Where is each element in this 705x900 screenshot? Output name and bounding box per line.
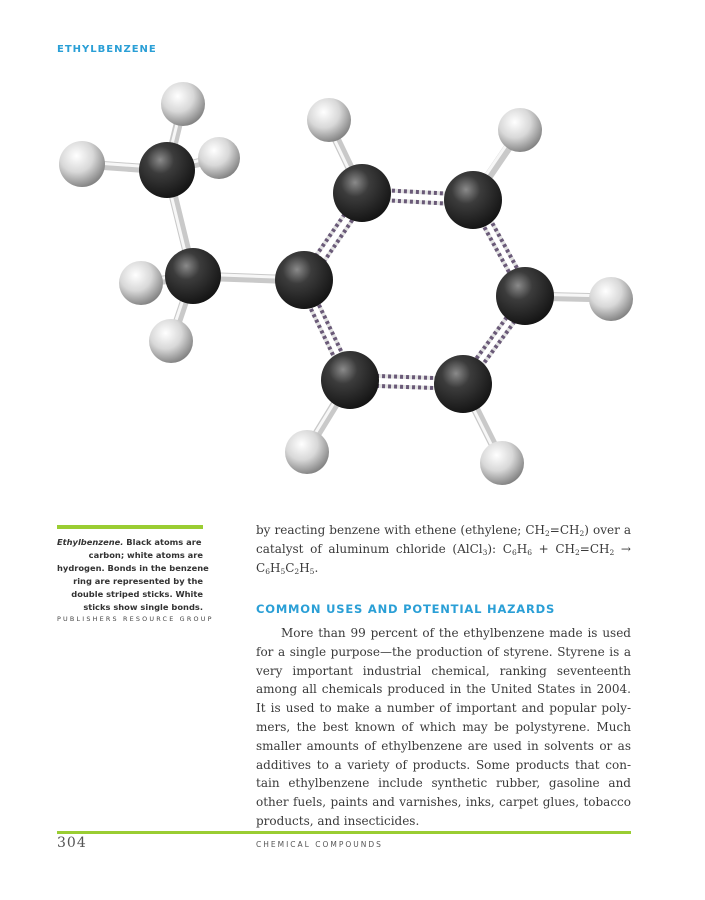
text-line: products, and insecticides. (256, 813, 420, 828)
text-line: tain ethylbenzene include synthetic rubber, gasoline and (256, 776, 631, 791)
text-line: smaller amounts of ethylbenzene are used in solvents or as (256, 738, 631, 753)
caption-line: double striped sticks. White (71, 589, 203, 599)
caption-line: sticks show single bonds. (83, 602, 203, 612)
footer-rule (57, 831, 631, 834)
photo-credit: PUBLISHERS RESOURCE GROUP (57, 615, 214, 623)
text-line: for a single purpose—the production of styrene. Styrene is a (256, 644, 631, 659)
caption-line: ring are represented by the (73, 576, 203, 586)
text-line: $C_6H_5C_2H_5$. (256, 560, 319, 576)
text-line: It is used to make a number of important and popular poly- (256, 701, 631, 716)
text-line: other fuels, paints and varnishes, inks, carpet glues, tobacco (256, 795, 631, 810)
running-head: ETHYLBENZENE (57, 44, 157, 55)
carbon-atoms (139, 142, 554, 413)
page-number: 304 (57, 835, 87, 851)
body-paragraph-2 (256, 624, 631, 831)
ethylbenzene-molecule-figure (0, 60, 705, 500)
text-line: by reacting benzene with ethene (ethylene; $CH_2=CH_2$) over a (256, 523, 631, 538)
molecule-model (0, 60, 705, 500)
figure-caption (57, 536, 209, 614)
text-line: catalyst of aluminum chloride (AlCl$_3$): $C_6H_6 + CH_2=CH_2$ → (256, 541, 631, 557)
text-line: among all chemicals produced in the United States in 2004. (256, 682, 631, 697)
caption-line: carbon; white atoms are (88, 550, 203, 560)
section-heading: COMMON USES AND POTENTIAL HAZARDS (256, 602, 556, 616)
text-line: very important industrial chemical, ranking seventeenth (256, 663, 631, 678)
text-line: additives to a variety of products. Some products that con- (256, 757, 631, 772)
text-line: More than 99 percent of the ethylbenzene made is used (281, 626, 631, 640)
text-line: mers, the best known of which may be polystyrene. Much (256, 719, 631, 734)
caption-rule (57, 525, 203, 529)
caption-line: hydrogen. Bonds in the benzene (57, 563, 209, 573)
footer-book-title: CHEMICAL COMPOUNDS (256, 840, 383, 849)
caption-title: Ethylbenzene. (57, 537, 124, 547)
body-paragraph-1 (256, 521, 631, 577)
caption-line: Black atoms are (123, 537, 202, 547)
